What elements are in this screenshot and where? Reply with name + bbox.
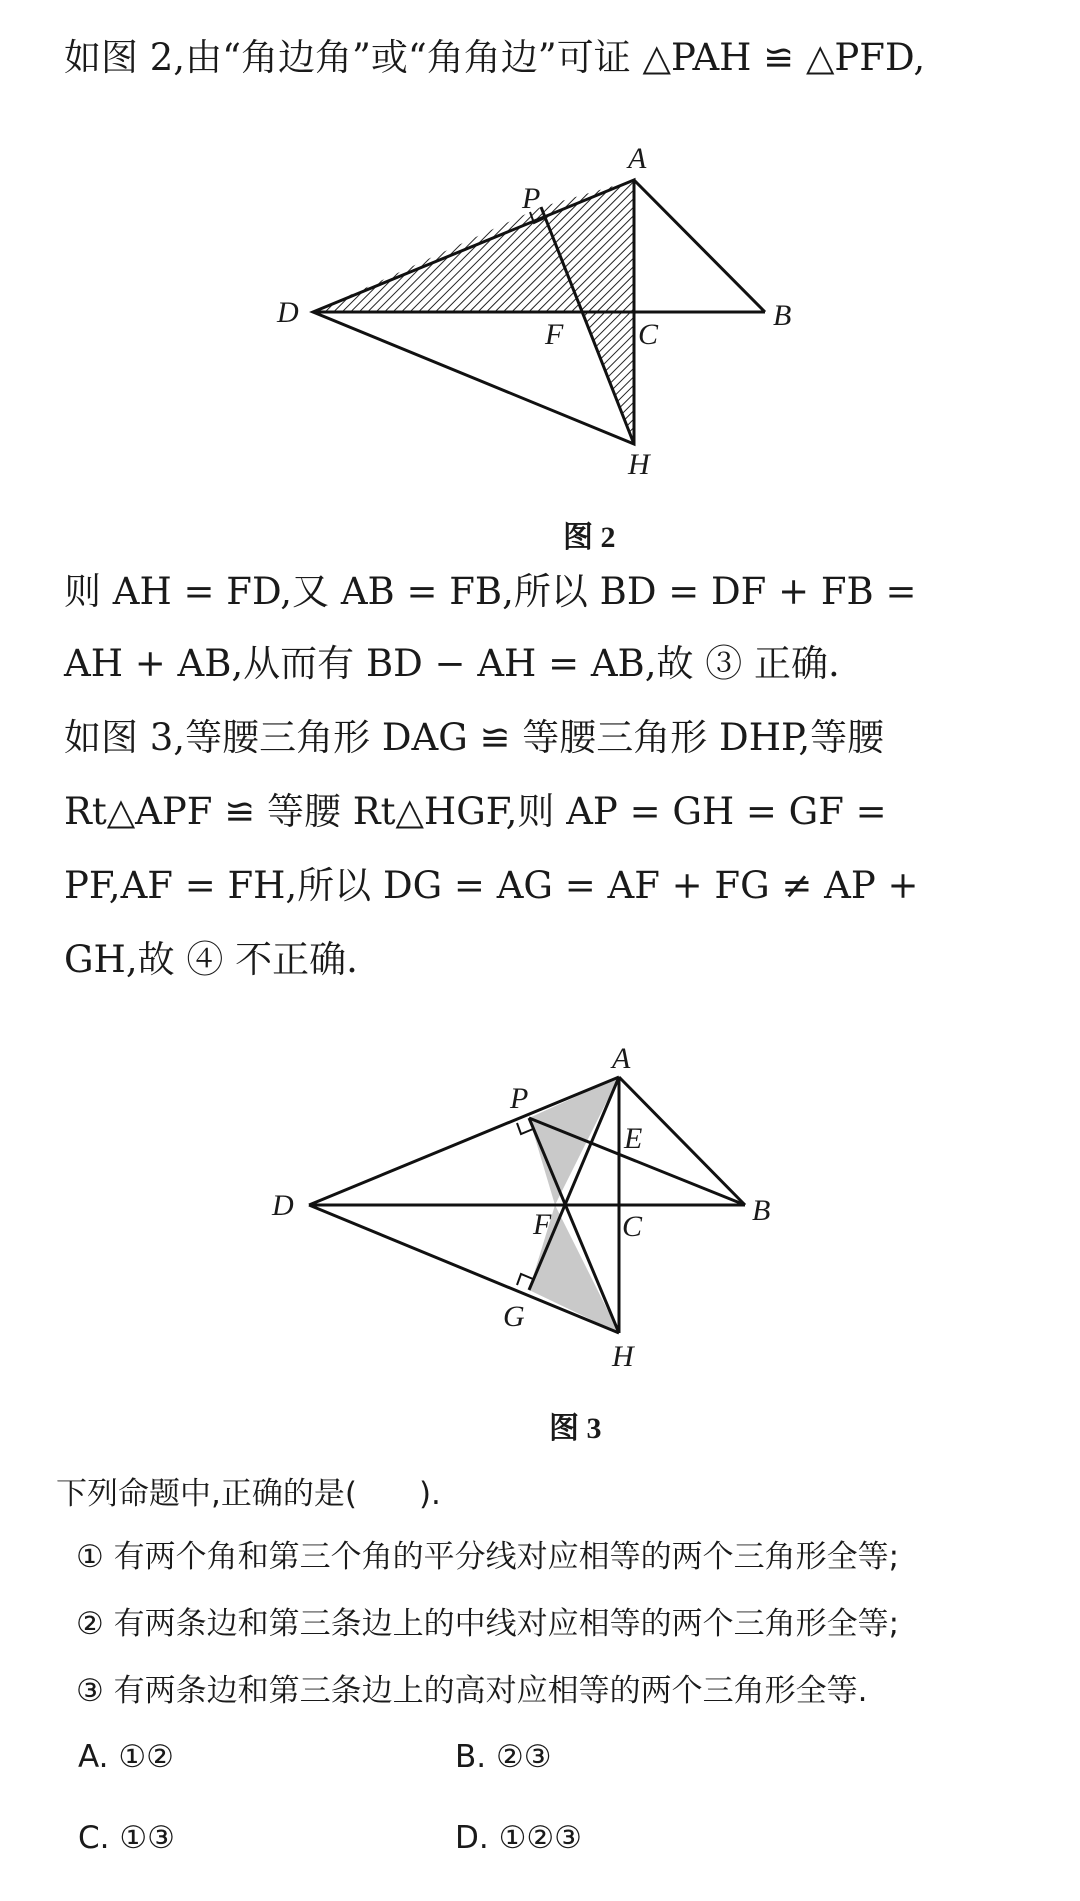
paragraph-line-6: PF,AF = FH,所以 DG = AG = AF + FG ≠ AP +	[64, 864, 919, 907]
label-A: A	[628, 142, 647, 175]
label-P: P	[510, 1082, 529, 1115]
statement-2: ② 有两条边和第三条边上的中线对应相等的两个三角形全等;	[76, 1606, 900, 1642]
paragraph-line-7: GH,故 ④ 不正确.	[64, 938, 358, 981]
segment-ab	[634, 180, 765, 312]
label-D: D	[272, 1189, 294, 1222]
option-d: D. ①②③	[455, 1820, 582, 1856]
label-H: H	[612, 1340, 634, 1373]
label-C: C	[638, 318, 659, 351]
label-P: P	[522, 182, 541, 215]
question-stem: 下列命题中,正确的是( ).	[56, 1476, 441, 1512]
label-F: F	[533, 1208, 552, 1241]
label-F: F	[545, 318, 564, 351]
paragraph-line-1: 如图 2,由“角边角”或“角角边”可证 △PAH ≌ △PFD,	[64, 36, 926, 79]
statement-3: ③ 有两条边和第三条边上的高对应相等的两个三角形全等.	[76, 1673, 868, 1709]
label-D: D	[277, 296, 299, 329]
label-G: G	[503, 1300, 525, 1333]
paragraph-line-5: Rt△APF ≌ 等腰 Rt△HGF,则 AP = GH = GF =	[64, 790, 887, 833]
figure-2	[260, 128, 820, 488]
paragraph-line-4: 如图 3,等腰三角形 DAG ≌ 等腰三角形 DHP,等腰	[64, 716, 885, 759]
option-b: B. ②③	[455, 1739, 552, 1775]
option-a: A. ①②	[78, 1739, 174, 1775]
label-A: A	[612, 1042, 631, 1075]
label-B: B	[752, 1194, 771, 1227]
statement-1: ① 有两个角和第三个角的平分线对应相等的两个三角形全等;	[76, 1539, 900, 1575]
label-E: E	[624, 1122, 643, 1155]
label-C: C	[622, 1210, 643, 1243]
paragraph-line-2: 则 AH = FD,又 AB = FB,所以 BD = DF + FB =	[64, 570, 917, 613]
figure-3	[260, 1040, 800, 1380]
label-H: H	[628, 448, 650, 481]
label-B: B	[773, 299, 792, 332]
figure-2-caption: 图 2	[563, 521, 616, 554]
figure-3-caption: 图 3	[549, 1412, 602, 1445]
paragraph-line-3: AH + AB,从而有 BD − AH = AB,故 ③ 正确.	[64, 642, 840, 685]
option-c: C. ①③	[78, 1820, 175, 1856]
